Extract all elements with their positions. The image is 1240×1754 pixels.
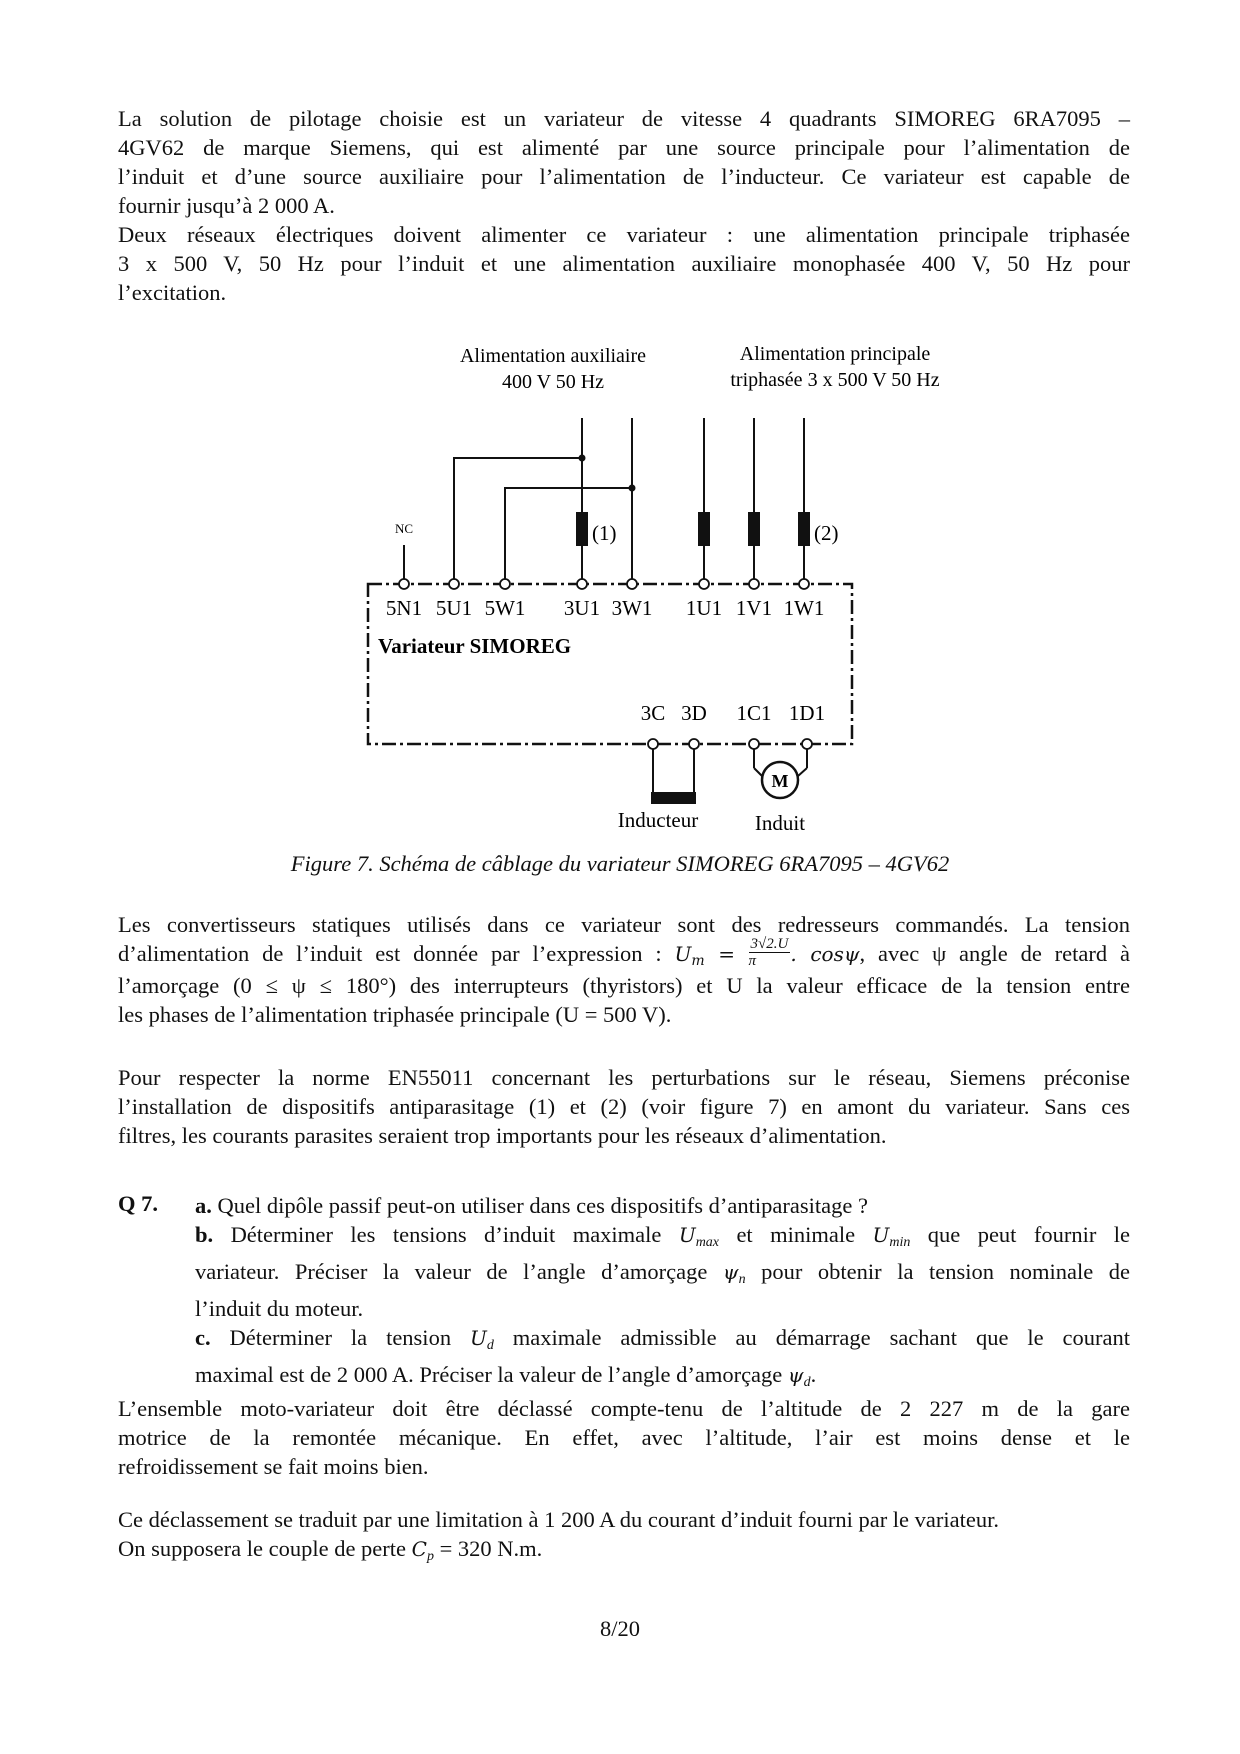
text-line: filtres, les courants parasites seraient trop importants pour les réseaux d’alimentation. xyxy=(118,1123,887,1148)
bottom-terminal-labels xyxy=(641,701,825,725)
device-name: Variateur SIMOREG xyxy=(378,634,572,658)
emc-paragraph xyxy=(118,1063,1130,1150)
math-subscript: p xyxy=(426,1549,434,1564)
text-line: l’induit et d’une source auxiliaire pour l’alimentation de l’inducteur. Ce variateur est capable de xyxy=(118,164,1130,189)
filter-2-block xyxy=(798,512,810,546)
question-b-line xyxy=(195,1220,1130,1257)
math-symbol: U xyxy=(469,1326,487,1350)
text-span: que peut fournir le xyxy=(910,1222,1130,1247)
terminal-label: 5W1 xyxy=(484,596,526,620)
formula-symbol: U xyxy=(674,942,692,966)
text-line: La solution de pilotage choisie est un variateur de vitesse 4 quadrants SIMOREG 6RA7095 – xyxy=(118,106,1130,131)
question-b-line xyxy=(195,1257,1130,1294)
text-span: maximale admissible au démarrage sachant que le courant xyxy=(493,1325,1130,1350)
text-line: l’excitation. xyxy=(118,280,227,305)
text-span: = 320 N.m. xyxy=(433,1536,543,1561)
terminal-label: 1V1 xyxy=(735,596,773,620)
aux-wiring xyxy=(404,418,632,580)
math-subscript: min xyxy=(889,1235,911,1250)
text-line: Les convertisseurs statiques utilisés dans ce variateur sont des redresseurs commandés. La tension xyxy=(118,912,1130,937)
math-subscript: d xyxy=(803,1375,811,1390)
terminal-label: 1U1 xyxy=(685,596,723,620)
aux-supply-label-2: 400 V 50 Hz xyxy=(501,371,605,393)
filter-block xyxy=(748,512,760,546)
formula-subscript: m xyxy=(691,953,705,969)
nc-label: NC xyxy=(394,521,414,536)
text-line: 4GV62 de marque Siemens, qui est alimenté par une source principale pour l’alimentation de xyxy=(118,135,1130,160)
terminal-label: 3U1 xyxy=(563,596,601,620)
text-span: variateur. Préciser la valeur de l’angle d’amorçage xyxy=(195,1259,723,1284)
text-line xyxy=(118,1534,1130,1571)
text-span: Déterminer la tension xyxy=(210,1325,470,1350)
question-body xyxy=(195,1191,1130,1397)
fraction-denominator: π xyxy=(748,953,757,970)
terminal-label: 5N1 xyxy=(385,596,423,620)
text-span: . xyxy=(810,1362,817,1387)
question-a xyxy=(195,1191,1130,1220)
text-line: Pour respecter la norme EN55011 concernant les perturbations sur le réseau, Siemens préconise xyxy=(118,1065,1130,1090)
question-number: Q 7. xyxy=(118,1191,159,1216)
induit-label: Induit xyxy=(754,811,806,835)
math-symbol: ψ xyxy=(722,1260,739,1284)
formula-line xyxy=(118,936,1130,971)
aux-supply-label-1: Alimentation auxiliaire xyxy=(459,345,647,367)
filter-block xyxy=(698,512,710,546)
text-line: Deux réseaux électriques doivent alimenter ce variateur : une alimentation principale triphasée xyxy=(118,222,1130,247)
formula-cos: . cosψ xyxy=(790,942,860,966)
text-span: d’alimentation de l’induit est donnée par l’expression : xyxy=(118,941,675,966)
inducteur-label: Inducteur xyxy=(617,808,699,832)
terminal-label: 1W1 xyxy=(783,596,825,620)
main-supply-label-2: triphasée 3 x 500 V 50 Hz xyxy=(730,369,940,391)
text-span: Déterminer les tensions d’induit maximale xyxy=(213,1222,679,1247)
math-symbol: C xyxy=(411,1537,427,1561)
fraction-numerator: 3√2.U xyxy=(750,936,789,953)
junction-dot xyxy=(579,455,586,462)
math-symbol: U xyxy=(678,1223,696,1247)
text-span: , avec ψ angle de retard à xyxy=(859,941,1130,966)
text-line: Ce déclassement se traduit par une limitation à 1 200 A du courant d’induit fourni par le variateur. xyxy=(118,1507,1000,1532)
text-span: et minimale xyxy=(719,1222,873,1247)
math-subscript: d xyxy=(486,1338,494,1353)
terminal-label: 1D1 xyxy=(788,701,826,725)
filter-2-label: (2) xyxy=(814,521,839,545)
math-symbol: ψ xyxy=(787,1363,804,1387)
text-line: 3 x 500 V, 50 Hz pour l’induit et une alimentation auxiliaire monophasée 400 V, 50 Hz pour xyxy=(118,251,1130,276)
junction-dot xyxy=(629,485,636,492)
wiring-diagram xyxy=(360,340,940,835)
page-number: 8/20 xyxy=(599,1616,640,1641)
text-span: On supposera le couple de perte xyxy=(118,1536,412,1561)
text-span: pour obtenir la tension nominale de xyxy=(745,1259,1131,1284)
formula-fraction xyxy=(749,936,791,969)
filter-1-label: (1) xyxy=(592,521,617,545)
intro-paragraph xyxy=(118,104,1130,307)
text-line: refroidissement se fait moins bien. xyxy=(118,1454,429,1479)
terminal-label: 1C1 xyxy=(736,701,772,725)
text-line: l’amorçage (0 ≤ ψ ≤ 180°) des interrupteurs (thyristors) et U la valeur efficace de la tension entre xyxy=(118,973,1130,998)
formula-equals: = xyxy=(704,942,749,966)
terminal-label: 3D xyxy=(681,701,707,725)
formula-um xyxy=(674,942,749,969)
converter-paragraph xyxy=(118,910,1130,1029)
figure-caption: Figure 7. Schéma de câblage du variateur SIMOREG 6RA7095 – 4GV62 xyxy=(290,851,950,876)
math-subscript: n xyxy=(738,1272,746,1287)
text-line: l’installation de dispositifs antiparasitage (1) et (2) (voir figure 7) en amont du variateur. Sans ces xyxy=(118,1094,1130,1119)
item-label: b. xyxy=(195,1222,214,1247)
question-c-line xyxy=(195,1360,1130,1397)
text-line: motrice de la remontée mécanique. En effet, avec l’altitude, l’air est moins dense et le xyxy=(118,1425,1130,1450)
main-supply-label-1: Alimentation principale xyxy=(739,343,931,365)
text-span: maximal est de 2 000 A. Préciser la valeur de l’angle d’amorçage xyxy=(195,1362,788,1387)
math-symbol: U xyxy=(872,1223,890,1247)
top-terminal-labels xyxy=(386,596,825,620)
text-line: fournir jusqu’à 2 000 A. xyxy=(118,193,335,218)
question-c-line xyxy=(195,1323,1130,1360)
item-label: a. xyxy=(195,1193,212,1218)
motor-label: M xyxy=(771,771,789,791)
altitude-paragraph xyxy=(118,1394,1130,1481)
terminal-label: 5U1 xyxy=(435,596,473,620)
text-line: les phases de l’alimentation triphasée principale (U = 500 V). xyxy=(118,1002,672,1027)
math-subscript: max xyxy=(695,1235,720,1250)
terminal-label: 3W1 xyxy=(611,596,653,620)
derating-paragraph xyxy=(118,1505,1130,1571)
text-line: L’ensemble moto-variateur doit être déclassé compte-tenu de l’altitude de 2 227 m de la gare xyxy=(118,1396,1130,1421)
inductor-winding xyxy=(651,792,696,804)
main-wiring xyxy=(704,418,804,580)
text-span: Quel dipôle passif peut-on utiliser dans ces dispositifs d’antiparasitage ? xyxy=(211,1193,868,1218)
terminal-label: 3C xyxy=(640,701,666,725)
question-b-line: l’induit du moteur. xyxy=(195,1296,364,1321)
filter-1-block xyxy=(576,512,588,546)
item-label: c. xyxy=(195,1325,211,1350)
